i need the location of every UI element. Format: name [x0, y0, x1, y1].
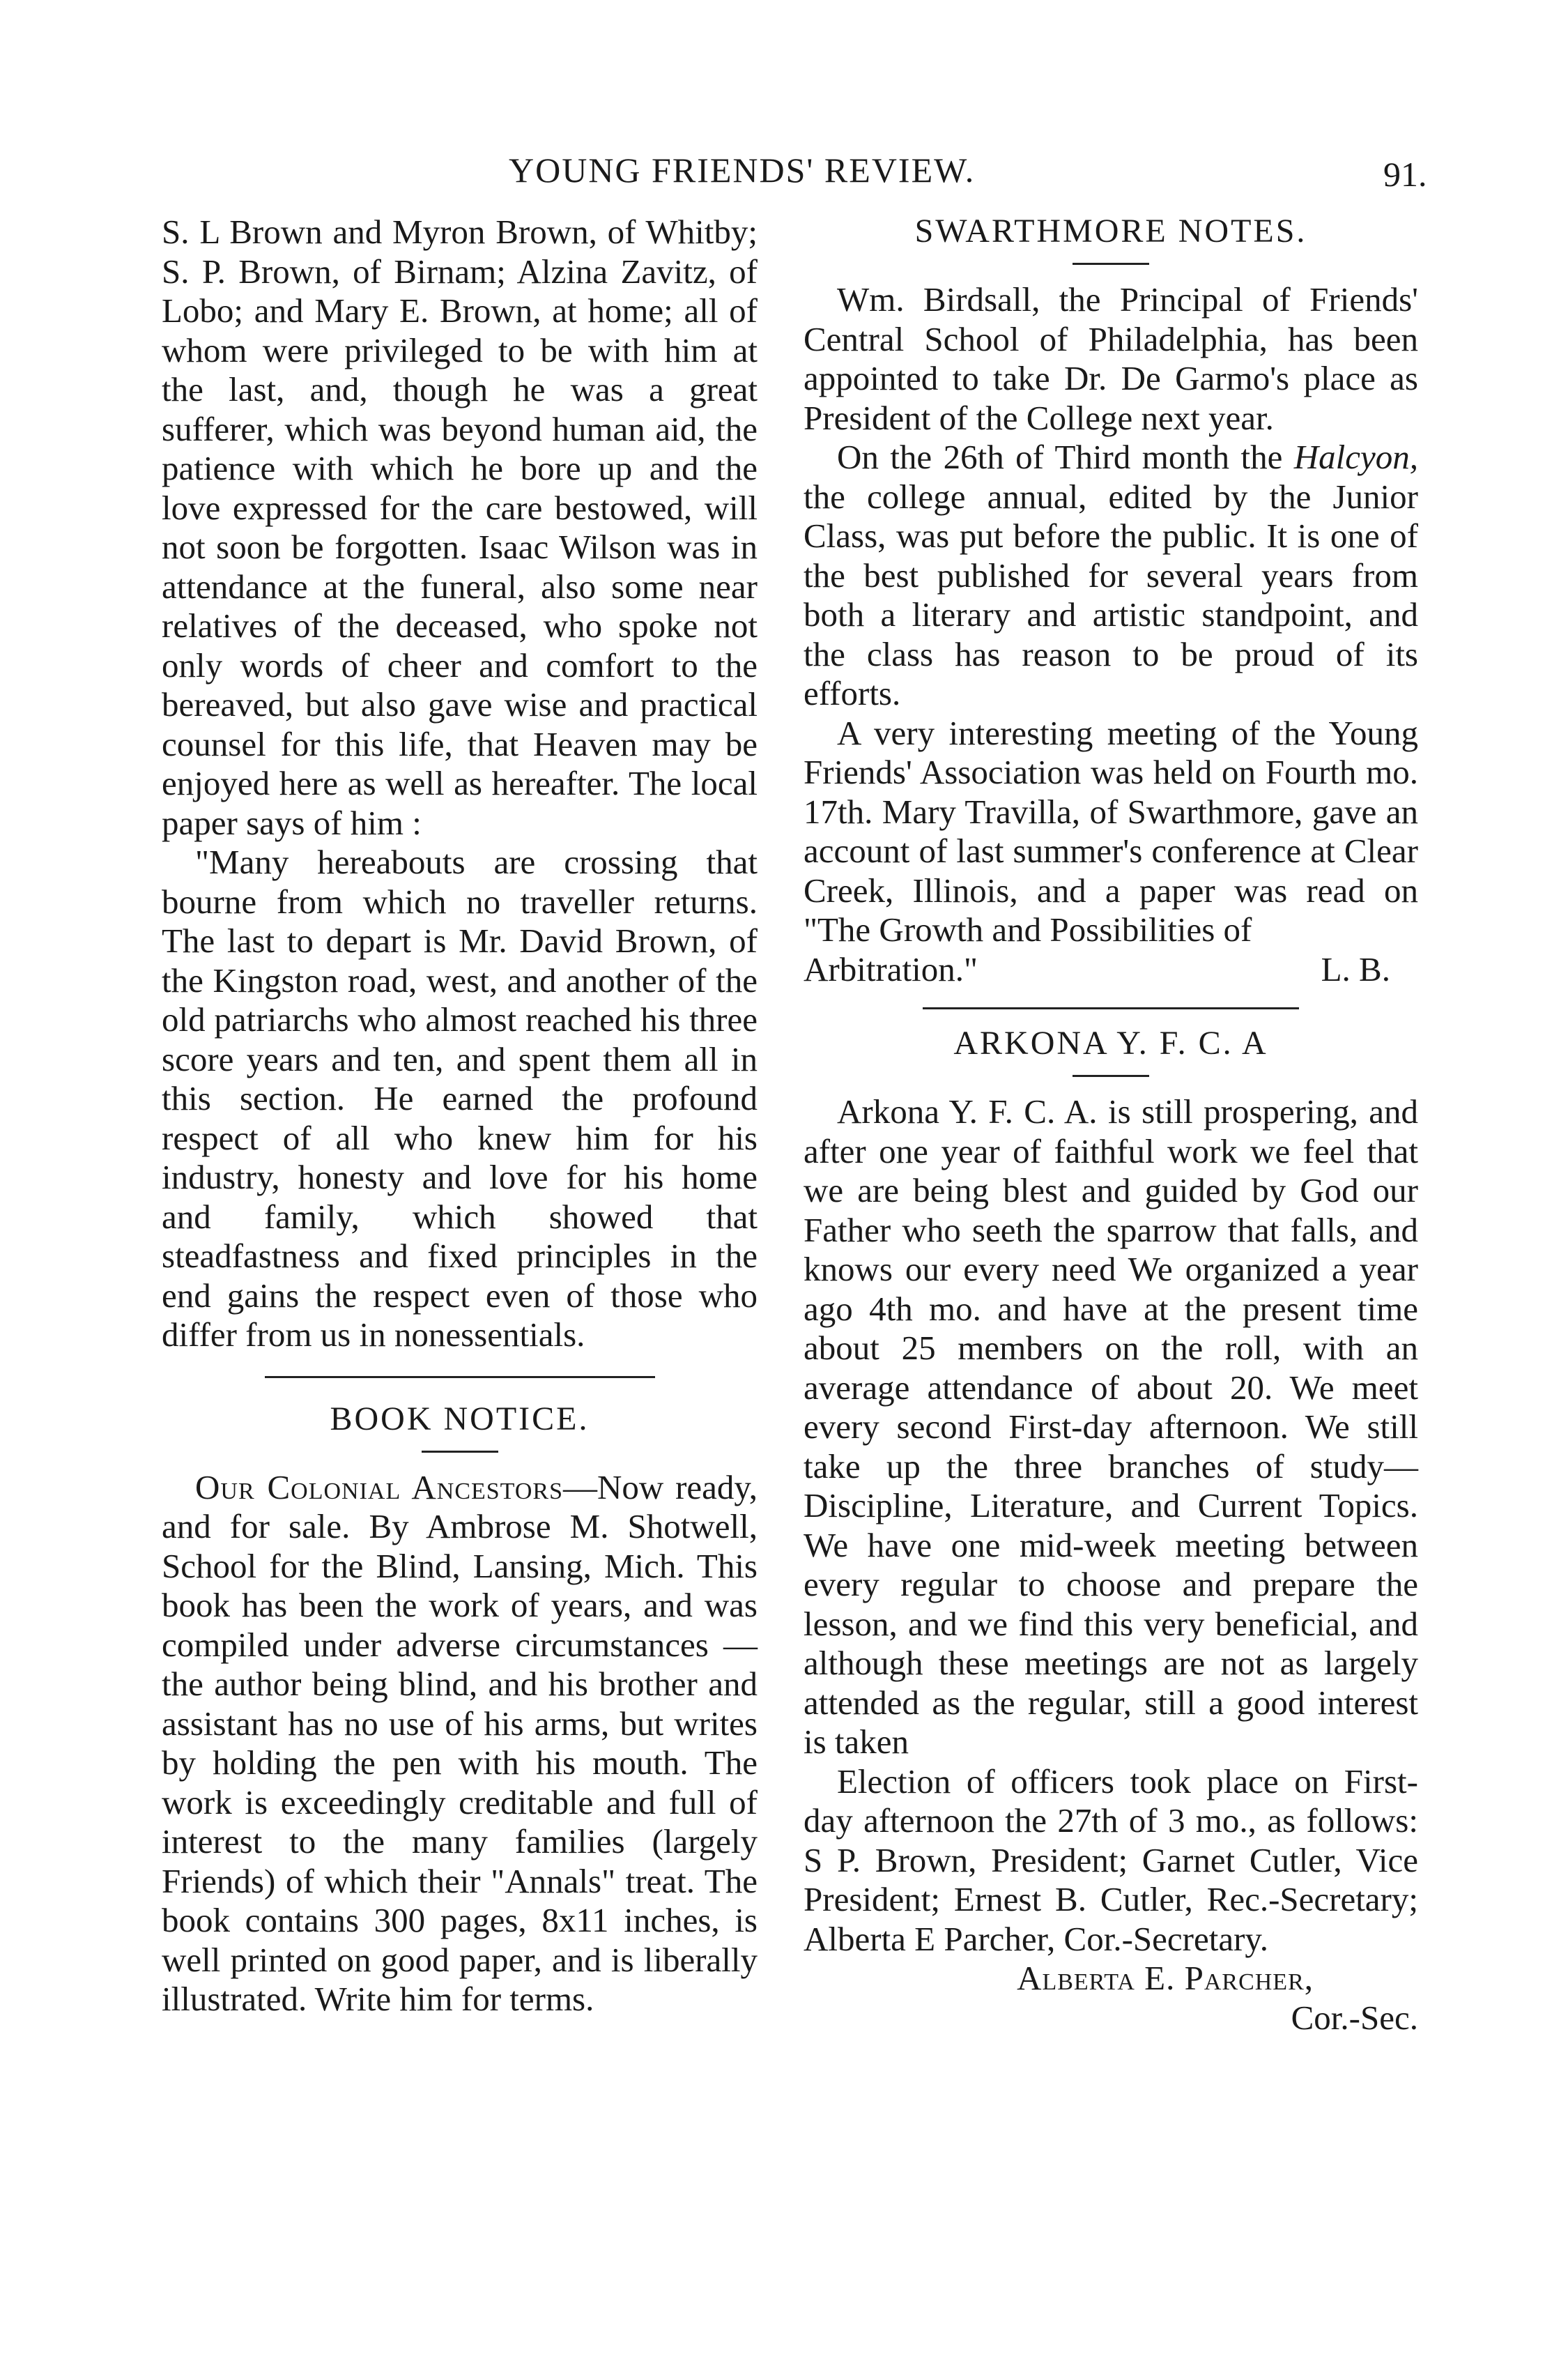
swarthmore-para-3: A very interesting meeting of the Young Friends' Association was held on Fourth mo. 17th. Mary Travilla, of Swarthmore, gave an account of last summer's conference at Clear Creek, Illinois, and a paper was read on "The Growth and Possibilities of — [804, 713, 1418, 949]
para-text: On the 26th of Third month the — [837, 438, 1294, 476]
halcyon-title: Halcyon, — [1293, 438, 1418, 476]
arkona-para-2: Election of officers took place on First-day afternoon the 27th of 3 mo., as follows: S P. Brown, President; Garnet Cutler, Vice President; Ernest B. Cutler, Rec.-Secretary; Alberta E Parcher, Cor.-Secretary. — [804, 1762, 1418, 1958]
swarthmore-closing-line — [804, 950, 1418, 990]
book-notice-text: —Now ready, and for sale. By Ambrose M. Shotwell, School for the Blind, Lansing, Mich. This book has been the work of years, and was compiled under adverse circumstances — the author being blind, and his brother and assistant has no use of his arms, but writes by holding the pen with his mouth. The work is exceedingly creditable and full of interest to the many families (largely Friends) of which their "Annals" treat. The book contains 300 pages, 8x11 inches, is well printed on good paper, and is liberally illustrated. Write him for terms. — [162, 1467, 758, 2018]
heading-rule — [422, 1451, 498, 1453]
book-notice-heading: BOOK NOTICE. — [330, 1400, 590, 1437]
running-header — [0, 150, 1568, 199]
local-paper-quote: "Many hereabouts are crossing that bourne from which no traveller returns. The last to depart is Mr. David Brown, of the Kingston road, west, and another of the old patriarchs who almost reached his three score years and ten, and spent them all in this section. He earned the profound respect of all who knew him for his industry, honesty and love for his home and family, which showed that steadfastness and fixed principles in the end gains the respect even of those who differ from us in nonessentials. — [162, 843, 758, 1354]
arkona-heading: ARKONA Y. F. C. A — [953, 1025, 1268, 1062]
running-title: YOUNG FRIENDS' REVIEW. — [509, 151, 976, 190]
heading-rule — [1073, 1075, 1149, 1077]
left-column — [162, 213, 758, 2019]
para-text: the college annual, edited by the Junior Class, was put before the public. It is one of the best published for several years from both a literary and artistic standpoint, and the class has reason to be proud of its efforts. — [804, 477, 1418, 712]
section-divider — [923, 1007, 1299, 1009]
signature-title: Cor.-Sec. — [1291, 1998, 1418, 2037]
book-notice-body — [162, 1468, 758, 2019]
signature-initials: L. B. — [1321, 949, 1390, 988]
signature-name: Alberta E. Parcher, — [1017, 1959, 1314, 1997]
obituary-continuation: S. L Brown and Myron Brown, of Whitby; S. P. Brown, of Birnam; Alzina Zavitz, of Lobo; and Mary E. Brown, at home; all of whom were privileged to be with him at the last, and, though he was a great sufferer, which was beyond human aid, the patience with which he bore up and the love expressed for the care bestowed, will not soon be forgotten. Isaac Wilson was in attendance at the funeral, also some near relatives of the deceased, who spoke not only words of cheer and comfort to the bereaved, but also gave wise and practical counsel for this life, that Heaven may be enjoyed here as well as hereafter. The local paper says of him : — [162, 213, 758, 842]
swarthmore-para-2 — [804, 438, 1418, 714]
book-title: Our Colonial Ancestors — [195, 1467, 563, 1506]
swarthmore-para-1: Wm. Birdsall, the Principal of Friends' Central School of Philadelphia, has been appointed to take Dr. De Garmo's place as President of the College next year. — [804, 280, 1418, 437]
arkona-para-1: Arkona Y. F. C. A. is still prospering, and after one year of faithful work we feel that we are being blest and guided by God our Father who seeth the sparrow that falls, and knows our every need We organized a year ago 4th mo. and have at the present time about 25 members on the roll, with an average attendance of about 20. We meet every second First-day afternoon. We still take up the three branches of study—Discipline, Literature, and Current Topics. We have one mid-week meeting between every regular to choose and prepare the lesson, and we find this very beneficial, and although these meetings are not as largely attended as the regular, still a good interest is taken — [804, 1092, 1418, 1761]
swarthmore-heading: SWARTHMORE NOTES. — [914, 213, 1307, 250]
page-number: 91. — [1383, 155, 1427, 194]
section-divider — [265, 1376, 655, 1378]
closing-text: Arbitration." — [804, 949, 978, 988]
right-column — [804, 213, 1418, 2038]
heading-rule — [1073, 263, 1149, 265]
